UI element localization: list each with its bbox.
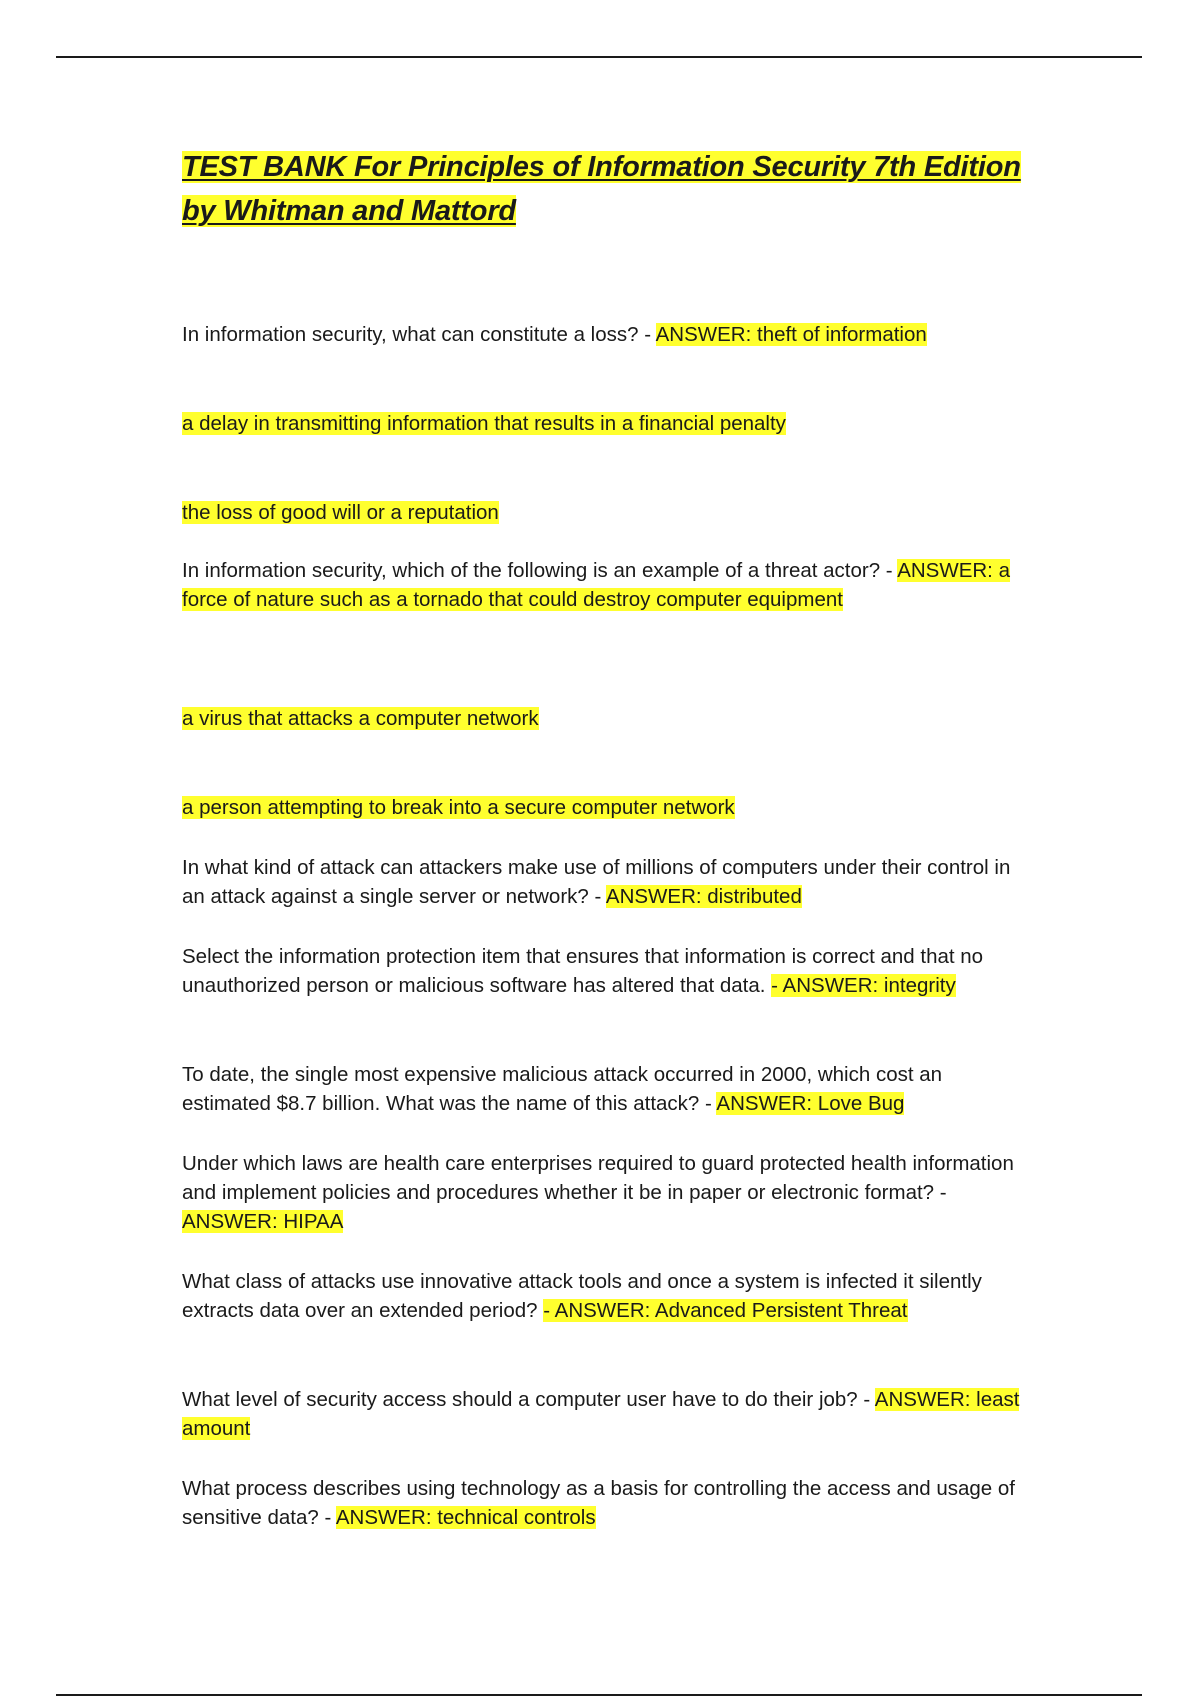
title-text: TEST BANK For Principles of Information Security 7th Edition by Whitman and Mattord: [182, 151, 1021, 227]
question-text: In information security, what can constitute a loss? -: [182, 323, 656, 346]
qa-item-12: [182, 1385, 1022, 1443]
question-text: In what kind of attack can attackers make use of millions of computers under their control in an attack against a single server or network? -: [182, 856, 1011, 908]
qa-item-9: [182, 1060, 1022, 1118]
qa-item-7: [182, 853, 1022, 911]
qa-item-8: [182, 942, 1022, 1000]
answer-text: a delay in transmitting information that results in a financial penalty: [182, 412, 786, 435]
question-text: What level of security access should a computer user have to do their job? -: [182, 1388, 875, 1411]
qa-item-4: [182, 556, 1022, 614]
qa-item-10: [182, 1149, 1022, 1236]
qa-item-6: [182, 793, 1022, 822]
answer-text: ANSWER: a force of nature such as a tornado that could destroy computer equipment: [182, 559, 1010, 611]
question-text: What process describes using technology as a basis for controlling the access and usage of sensitive data? -: [182, 1477, 1015, 1529]
answer-text: ANSWER: theft of information: [655, 323, 927, 346]
question-text: To date, the single most expensive malicious attack occurred in 2000, which cost an estimated $8.7 billion. What was the name of this attack? -: [182, 1063, 943, 1115]
bottom-rule: [56, 1694, 1142, 1696]
top-rule: [56, 56, 1142, 58]
qa-item-2: [182, 409, 1022, 438]
document-title: [182, 145, 1022, 233]
qa-item-13: [182, 1474, 1022, 1532]
question-text: In information security, which of the following is an example of a threat actor? -: [182, 559, 898, 582]
answer-text: ANSWER: HIPAA: [182, 1210, 344, 1233]
qa-item-5: [182, 704, 1022, 733]
answer-text: the loss of good will or a reputation: [182, 501, 499, 524]
question-text: Under which laws are health care enterprises required to guard protected health information and implement policies and procedures whether it be in paper or electronic format? -: [182, 1152, 1014, 1204]
qa-item-11: [182, 1267, 1022, 1325]
answer-text: a person attempting to break into a secure computer network: [182, 796, 735, 819]
answer-text: ANSWER: technical controls: [335, 1506, 596, 1529]
answer-text: - ANSWER: Advanced Persistent Threat: [543, 1299, 908, 1322]
answer-text: ANSWER: least amount: [182, 1388, 1020, 1440]
document-page: [182, 145, 1022, 1529]
answer-text: - ANSWER: integrity: [771, 974, 956, 997]
question-text: Select the information protection item that ensures that information is correct and that no unauthorized person or malicious software has altered that data.: [182, 945, 984, 997]
answer-text: ANSWER: Love Bug: [716, 1092, 905, 1115]
qa-item-3: [182, 498, 1022, 527]
answer-text: a virus that attacks a computer network: [182, 707, 539, 730]
qa-item-1: [182, 320, 1022, 349]
question-text: What class of attacks use innovative attack tools and once a system is infected it silently extracts data over an extended period?: [182, 1270, 982, 1322]
answer-text: ANSWER: distributed: [605, 885, 802, 908]
